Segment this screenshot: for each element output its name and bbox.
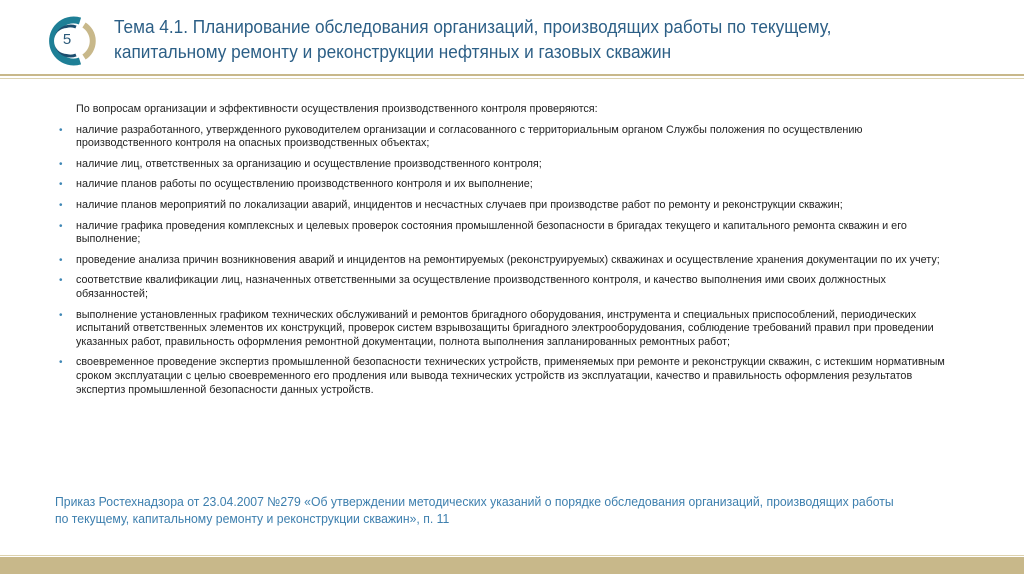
list-item [58,309,958,350]
header-divider [0,74,1024,76]
bullet-icon: • [59,254,63,266]
list-item-text: выполнение установленных графиком технических обслуживаний и ремонтов бригадного оборудования, инструмента и специальных приспособлений, периодических испытаний ответственных элементов их конструкций, проверок систем взрывозащиты бригадного электрооборудования, соблюдение требований правил при проведении указанных работ, правильность оформления ремонтной документации, полнота выполнения запланированных ремонтных работ; [76,308,934,348]
list-item-text: наличие планов работы по осуществлению производственного контроля и их выполнение; [76,178,533,191]
slide-content [58,103,958,404]
slide-number: 5 [62,31,72,48]
slide-title: Тема 4.1. Планирование обследования организаций, производящих работы по текущему, капитальному ремонту и реконструкции нефтяных и газовых скважин [114,16,832,62]
bullet-icon: • [59,275,63,287]
bullet-icon: • [59,158,63,170]
bullet-icon: • [59,309,63,321]
list-item [58,199,958,213]
list-item-text: наличие графика проведения комплексных и целевых проверок состояния промышленной безопасности в бригадах текущего и капитального ремонта скважин и его выполнение; [76,219,907,246]
list-item [58,178,958,192]
bullet-icon: • [59,124,63,136]
header-divider-thin [0,78,1024,79]
bullet-icon: • [59,199,63,211]
footer-reference: Приказ Ростехнадзора от 23.04.2007 №279 «Об утверждении методических указаний о порядке обследования организаций, производящих работы по текущему, капитальному ремонту и реконструкции скважин», п. 11 [55,494,894,526]
list-item [58,220,958,247]
requirements-list [58,124,958,398]
list-item [58,356,958,397]
footer-bar [0,557,1024,574]
footer-divider [0,555,1024,556]
bullet-icon: • [59,220,63,232]
list-item [58,274,958,301]
list-item-text: наличие разработанного, утвержденного руководителем организации и согласованного с территориальным органом Службы положения по осуществлению производственного контроля на опасных производственных объектах; [76,123,863,150]
intro-text: По вопросам организации и эффективности осуществления производственного контроля проверяются: [76,103,598,115]
list-item-text: наличие лиц, ответственных за организацию и осуществление производственного контроля; [76,157,542,170]
list-item [58,124,958,151]
bullet-icon: • [59,357,63,369]
bullet-icon: • [59,179,63,191]
list-item-text: соответствие квалификации лиц, назначенных ответственными за осуществление производственного контроля, и качество выполнения ими своих должностных обязанностей; [76,274,886,300]
list-item [58,254,958,268]
list-item [58,158,958,172]
list-item-text: проведение анализа причин возникновения аварий и инцидентов на ремонтируемых (реконструируемых) скважинах и осуществление хранения документации по их учету; [76,253,940,266]
list-item-text: наличие планов мероприятий по локализации аварий, инцидентов и несчастных случаев при производстве работ по ремонту и реконструкции скважин; [76,198,843,211]
list-item-text: своевременное проведение экспертиз промышленной безопасности технических устройств, применяемых при ремонте и реконструкции скважин, с истекшим нормативным сроком эксплуатации с целью своевременного его продления или вывода технических устройств из эксплуатации, качество и правильность оформления результатов экспертиз промышленной безопасности данных устройств. [76,356,945,396]
slide-header [0,0,1024,74]
